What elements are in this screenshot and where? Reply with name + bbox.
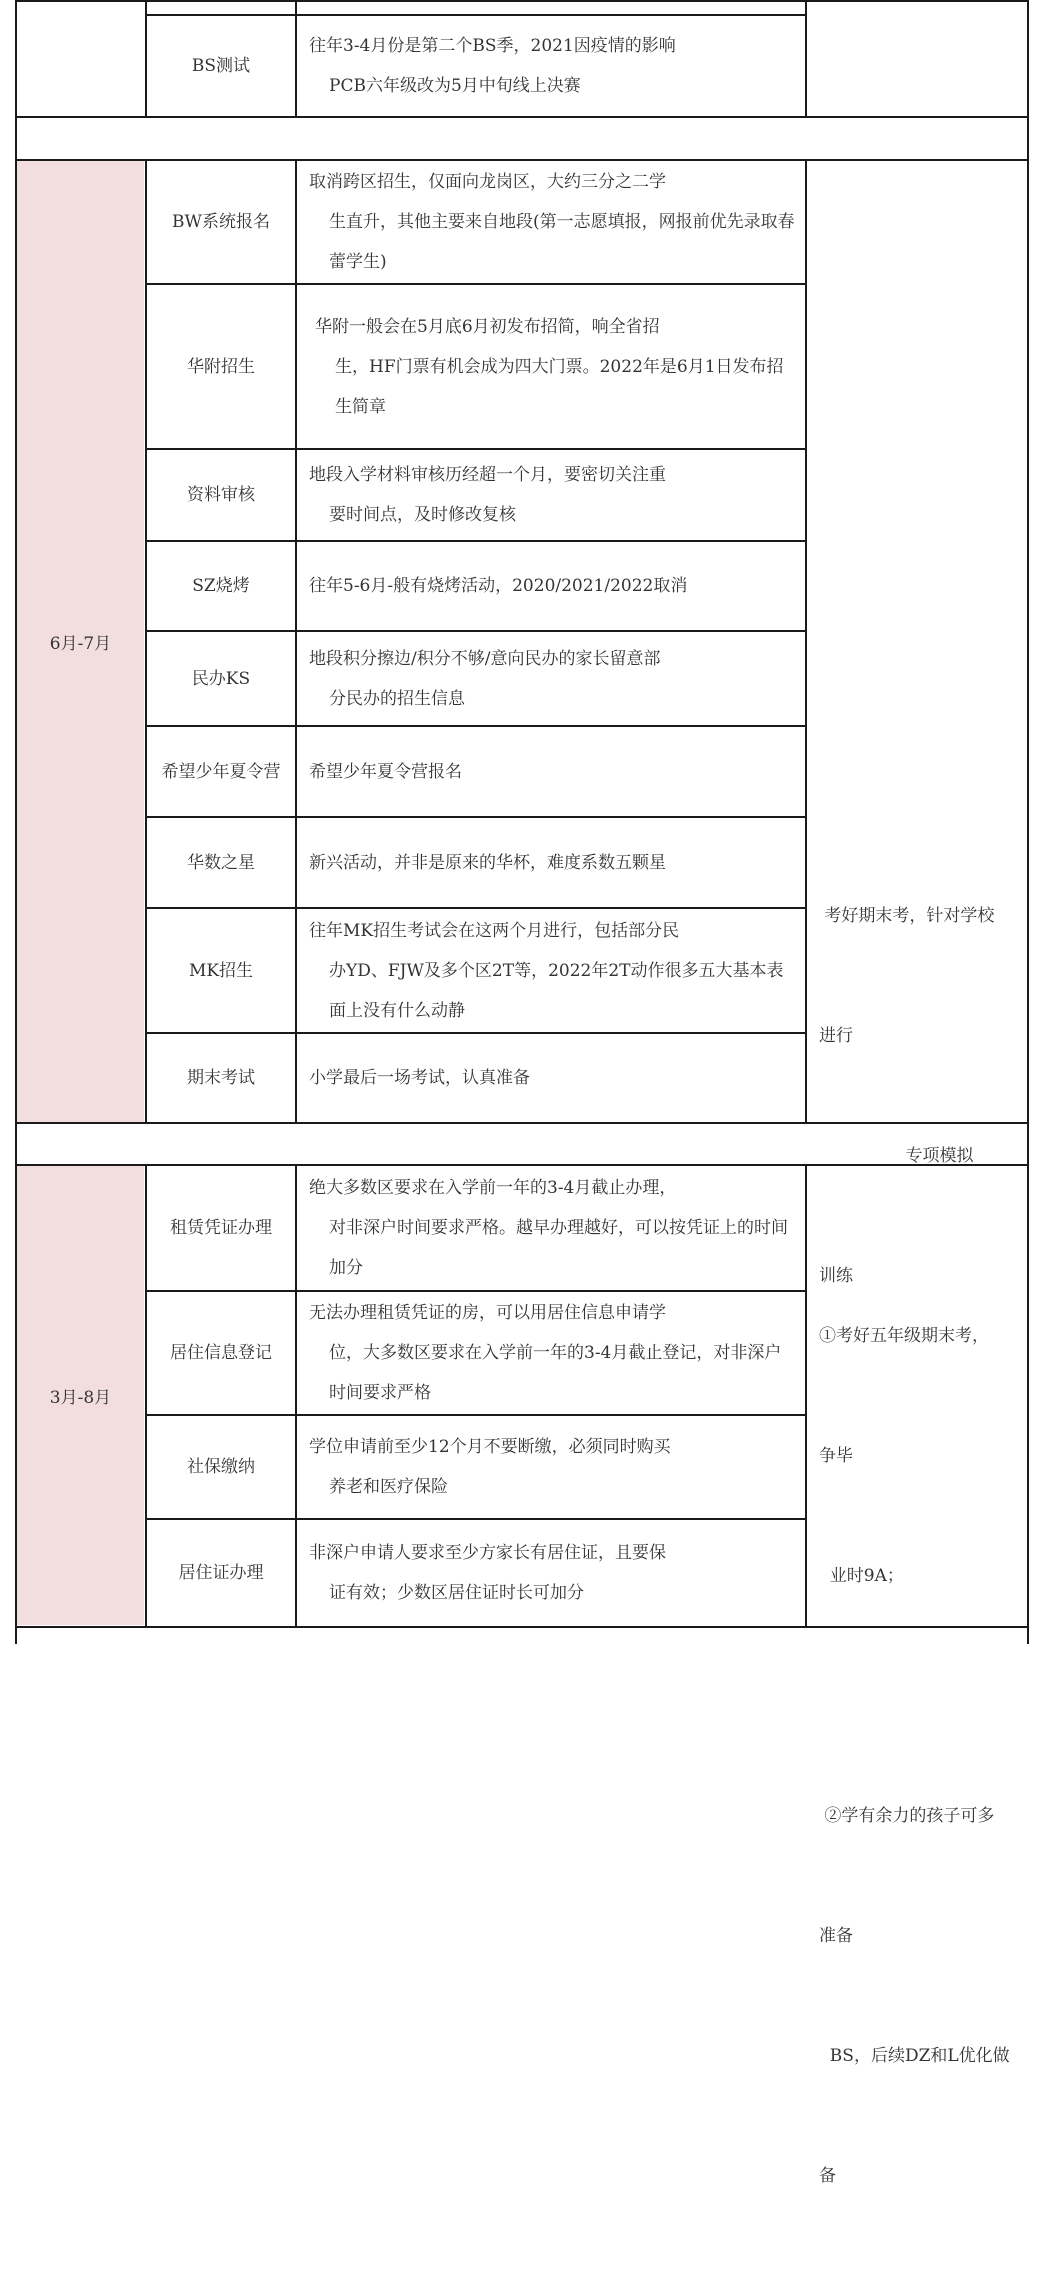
- description-text: 证有效；少数区居住证时长可加分: [329, 1583, 584, 1603]
- category-label: 民办KS: [191, 668, 251, 689]
- description-text: 新兴活动，并非是原来的华杯，难度系数五颗星: [309, 852, 666, 873]
- category-label: 租赁凭证办理: [170, 1218, 272, 1238]
- description-cell: [297, 1416, 805, 1518]
- description-text: 往年MK招生考试会在这两个月进行，包括部分民: [309, 920, 680, 941]
- description-text: PCB六年级改为5月中旬线上决赛: [329, 76, 581, 96]
- note-line: 进行: [819, 1026, 853, 1046]
- description-cell: [297, 542, 805, 630]
- category-label: 居住信息登记: [170, 1343, 272, 1363]
- note-line: 训练: [819, 1266, 853, 1286]
- description-text: 往年5-6月-般有烧烤活动，2020/2021/2022取消: [309, 576, 688, 596]
- description-cell: [297, 450, 805, 540]
- category-cell: [147, 542, 295, 630]
- description-cell: [297, 818, 805, 907]
- note-line: 备: [819, 2166, 836, 2186]
- description-text: 地段积分擦边/积分不够/意向民办的家长留意部: [309, 648, 661, 669]
- category-cell: [147, 1034, 295, 1122]
- description-cell: [297, 161, 805, 283]
- category-cell: [147, 285, 295, 448]
- category-label: 社保缴纳: [187, 1457, 255, 1477]
- note-line: 业时9A；: [819, 1566, 904, 1586]
- note-line: 准备: [819, 1926, 853, 1946]
- category-cell: [147, 727, 295, 816]
- category-cell: [147, 1520, 295, 1626]
- description-text: 绝大多数区要求在入学前一年的3-4月截止办理，: [309, 1178, 677, 1198]
- category-label: MK招生: [188, 960, 254, 981]
- description-text: 学位申请前至少12个月不要断缴，必须同时购买: [309, 1437, 671, 1457]
- phase-label-cell: [17, 160, 144, 1122]
- description-cell: [297, 16, 805, 116]
- note-line: 争毕: [819, 1446, 853, 1466]
- description-cell: [297, 285, 805, 448]
- description-cell: [297, 1166, 805, 1290]
- category-cell: [147, 1292, 295, 1414]
- category-label: 华附招生: [187, 356, 255, 377]
- description-text: 非深户申请人要求至少方家长有居住证，且要保: [309, 1543, 666, 1563]
- category-label: 华数之星: [187, 852, 255, 873]
- note-line: [819, 1676, 1039, 1716]
- description-text: 希望少年夏令营报名: [309, 761, 462, 782]
- note-line: ②学有余力的孩子可多: [819, 1806, 995, 1826]
- description-text: 分民办的招生信息: [329, 688, 465, 709]
- category-cell: [147, 16, 295, 116]
- category-label: 居住证办理: [178, 1563, 264, 1583]
- phase-label: 6月-7月: [49, 633, 112, 654]
- category-label: SZ烧烤: [192, 576, 250, 596]
- description-cell: [297, 909, 805, 1032]
- description-text: 取消跨区招生，仅面向龙岗区，大约三分之二学: [309, 172, 666, 192]
- category-cell: [147, 450, 295, 540]
- phase-label: 3月-8月: [49, 1388, 112, 1408]
- note-line: 专项模拟: [819, 1146, 974, 1166]
- description-cell: [297, 1292, 805, 1414]
- description-cell: [297, 1520, 805, 1626]
- description-text: 往年3-4月份是第二个BS季，2021因疫情的影响: [309, 36, 676, 56]
- phase-label-cell: [17, 1166, 144, 1625]
- description-text: 生，HF门票有机会成为四大门票。2022年是6月1日发布招生简章: [335, 356, 784, 417]
- category-cell: [147, 818, 295, 907]
- description-cell: [297, 1034, 805, 1122]
- description-text: 位，大多数区要求在入学前一年的3-4月截止登记，对非深户时间要求严格: [329, 1343, 782, 1403]
- category-label: 期末考试: [187, 1068, 255, 1088]
- description-text: 小学最后一场考试，认真准备: [309, 1068, 530, 1088]
- category-cell: [147, 909, 295, 1032]
- description-text: 办YD、FJW及多个区2T等，2022年2T动作很多五大基本表面上没有什么动静: [329, 960, 784, 1021]
- description-text: 华附一般会在5月底6月初发布招简，响全省招: [315, 316, 660, 337]
- category-label: BS测试: [191, 56, 251, 76]
- description-cell: [297, 727, 805, 816]
- category-cell: [147, 1166, 295, 1290]
- description-text: 生直升，其他主要来自地段(第一志愿填报，网报前优先录取春蕾学生): [329, 212, 795, 272]
- study-note: [807, 1236, 1049, 2276]
- category-cell: [147, 161, 295, 283]
- note-line: BS，后续DZ和L优化做: [819, 2046, 1010, 2066]
- description-cell: [297, 632, 805, 725]
- note-line: ①考好五年级期末考，: [819, 1326, 989, 1346]
- description-text: 对非深户时间要求严格。越早办理越好，可以按凭证上的时间加分: [329, 1218, 788, 1278]
- description-text: 无法办理租赁凭证的房，可以用居住信息申请学: [309, 1303, 666, 1323]
- description-text: 要时间点，及时修改复核: [329, 505, 516, 525]
- note-line: 考好期末考，针对学校: [819, 906, 995, 926]
- category-label: 希望少年夏令营: [161, 761, 281, 782]
- description-text: 地段入学材料审核历经超一个月，要密切关注重: [309, 465, 666, 485]
- category-label: 资料审核: [187, 485, 255, 505]
- category-label: BW系统报名: [172, 212, 270, 232]
- description-text: 养老和医疗保险: [329, 1477, 448, 1497]
- category-cell: [147, 632, 295, 725]
- category-cell: [147, 1416, 295, 1518]
